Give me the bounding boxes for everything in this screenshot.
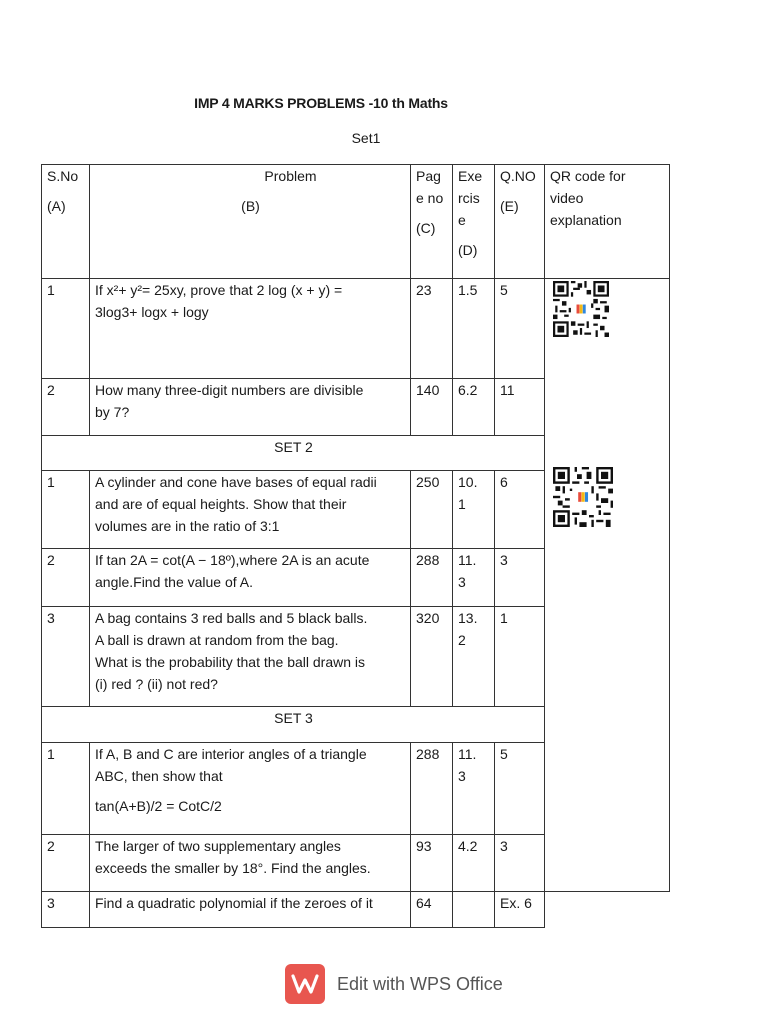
cell-qno: Ex. 6 (495, 892, 545, 928)
cell-page: 320 (411, 607, 453, 707)
cell-exercise: 11. 3 (453, 549, 495, 607)
cell-exercise: 4.2 (453, 835, 495, 892)
cell-qno: 3 (495, 549, 545, 607)
cell-page: 140 (411, 379, 453, 436)
cell-exercise: 11. 3 (453, 743, 495, 835)
table-row (42, 892, 670, 928)
cell-page: 288 (411, 743, 453, 835)
cell-page: 93 (411, 835, 453, 892)
cell-problem: A bag contains 3 red balls and 5 black balls. A ball is drawn at random from the bag. What is the probability that the ball drawn is (i) red ? (ii) not red? (90, 607, 411, 707)
cell-page: 288 (411, 549, 453, 607)
cell-qno: 3 (495, 835, 545, 892)
document-title: IMP 4 MARKS PROBLEMS -10 th Maths (194, 95, 448, 111)
set3-title: SET 3 (42, 707, 545, 743)
cell-qno: 11 (495, 379, 545, 436)
cell-page: 250 (411, 471, 453, 549)
cell-sno: 3 (42, 892, 90, 928)
cell-sno: 1 (42, 743, 90, 835)
cell-sno: 1 (42, 471, 90, 549)
header-qr: QR code for video explanation (545, 165, 670, 279)
cell-sno: 2 (42, 835, 90, 892)
header-qno: Q.NO (E) (495, 165, 545, 279)
header-exercise: Exe rcis e (D) (453, 165, 495, 279)
set2-title: SET 2 (42, 436, 545, 471)
set1-title: Set1 (351, 130, 381, 146)
header-page: Pag e no (C) (411, 165, 453, 279)
qr-column (545, 279, 670, 892)
cell-page: 64 (411, 892, 453, 928)
cell-qno: 6 (495, 471, 545, 549)
cell-exercise (453, 892, 495, 928)
table-row (42, 279, 670, 379)
cell-problem: If x²+ y²= 25xy, prove that 2 log (x + y) = 3log3+ logx + logy (90, 279, 411, 379)
cell-exercise: 1.5 (453, 279, 495, 379)
cell-sno: 1 (42, 279, 90, 379)
cell-exercise: 13. 2 (453, 607, 495, 707)
cell-exercise: 10. 1 (453, 471, 495, 549)
wps-edit-text[interactable]: Edit with WPS Office (337, 973, 503, 994)
cell-qno: 1 (495, 607, 545, 707)
cell-qno: 5 (495, 279, 545, 379)
wps-logo-icon (285, 964, 325, 1004)
header-sno: S.No (A) (42, 165, 90, 279)
header-problem: Problem (B) (90, 165, 411, 279)
cell-sno: 2 (42, 549, 90, 607)
problems-table (41, 164, 670, 928)
wps-edit-banner[interactable] (285, 964, 503, 1004)
cell-problem: Find a quadratic polynomial if the zeroes of it (90, 892, 411, 928)
header-row (42, 165, 670, 279)
cell-problem: If tan 2A = cot(A − 18º),where 2A is an acute angle.Find the value of A. (90, 549, 411, 607)
qr-code-set1[interactable] (553, 281, 609, 337)
cell-sno: 3 (42, 607, 90, 707)
cell-page: 23 (411, 279, 453, 379)
cell-problem: A cylinder and cone have bases of equal radii and are of equal heights. Show that their volumes are in the ratio of 3:1 (90, 471, 411, 549)
cell-problem: The larger of two supplementary angles exceeds the smaller by 18°. Find the angles. (90, 835, 411, 892)
cell-problem: How many three-digit numbers are divisible by 7? (90, 379, 411, 436)
cell-sno: 2 (42, 379, 90, 436)
cell-problem: If A, B and C are interior angles of a triangle ABC, then show that tan(A+B)/2 = CotC/2 (90, 743, 411, 835)
cell-qno: 5 (495, 743, 545, 835)
qr-code-set2[interactable] (553, 467, 613, 527)
cell-exercise: 6.2 (453, 379, 495, 436)
